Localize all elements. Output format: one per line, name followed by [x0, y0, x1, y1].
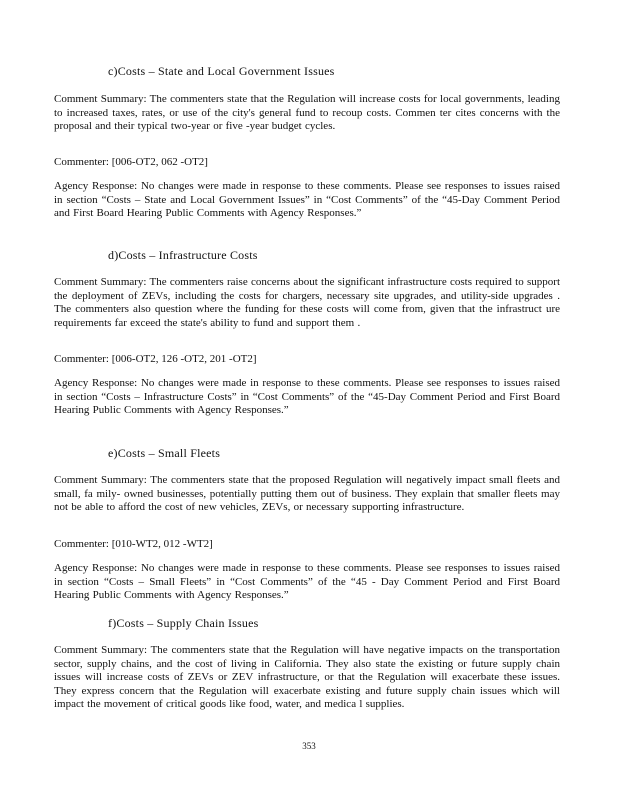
section-heading-c: c)Costs – State and Local Government Issues [108, 64, 335, 78]
comment-summary-f: Comment Summary: The commenters state that the Regulation will have negative impacts on the transportation sector, supply chains, and the cost of living in California. They also state the existing or future supply chain issues will increase costs of ZEVs or ZEV infrastructure, or that the Regulation will exacerbate these issues. They express concern that the Regulation will exacerbate existing and future supply chain issues which will impact the movement of critical goods like food, water, and medica l supplies. [54, 644, 560, 710]
agency-response-c: Agency Response: No changes were made in response to these comments. Please see responses to issues raised in section “Costs – State and Local Government Issues” in “Cost Comments” of the “45-Day Comment Period and First Board Hearing Public Comments with Agency Responses.” [54, 180, 560, 219]
commenter-c: Commenter: [006-OT2, 062 -OT2] [54, 156, 208, 168]
agency-response-d: Agency Response: No changes were made in response to these comments. Please see responses to issues raised in section “Costs – Infrastructure Costs” in “Cost Comments” of the “45-Day Comment Period and First Board Hearing Public Comments with Agency Responses.” [54, 377, 560, 416]
agency-response-e: Agency Response: No changes were made in response to these comments. Please see responses to issues raised in section “Costs – Small Fleets” in “Cost Comments” of the “45 - Day Comment Period and First Board Hearing Public Comments with Agency Responses.” [54, 562, 560, 601]
section-heading-f: f)Costs – Supply Chain Issues [108, 616, 259, 630]
section-heading-d: d)Costs – Infrastructure Costs [108, 248, 258, 262]
page-number: 353 [302, 741, 316, 751]
section-heading-e: e)Costs – Small Fleets [108, 446, 221, 460]
commenter-d: Commenter: [006-OT2, 126 -OT2, 201 -OT2] [54, 353, 257, 365]
comment-summary-d: Comment Summary: The commenters raise concerns about the significant infrastructure costs required to support the deployment of ZEVs, including the costs for chargers, necessary site upgrades, and utility-side upgrades . The commenters also question where the funding for these costs will come from, given that the infrastruct ure requirements far exceed the state's ability to fund and support them . [54, 276, 560, 329]
commenter-e: Commenter: [010-WT2, 012 -WT2] [54, 538, 213, 550]
comment-summary-c: Comment Summary: The commenters state that the Regulation will increase costs for local governments, leading to increased taxes, rates, or use of the city's general fund to recoup costs. Commen ter cites concerns with the proposal and their typical two-year or five -year budget cycles. [54, 93, 560, 132]
comment-summary-e: Comment Summary: The commenters state that the proposed Regulation will negatively impact small fleets and small, fa mily- owned businesses, potentially putting them out of business. They explain that smaller fleets may not be able to afford the cost of new vehicles, ZEVs, or necessary supporting infrastructure. [54, 474, 560, 513]
